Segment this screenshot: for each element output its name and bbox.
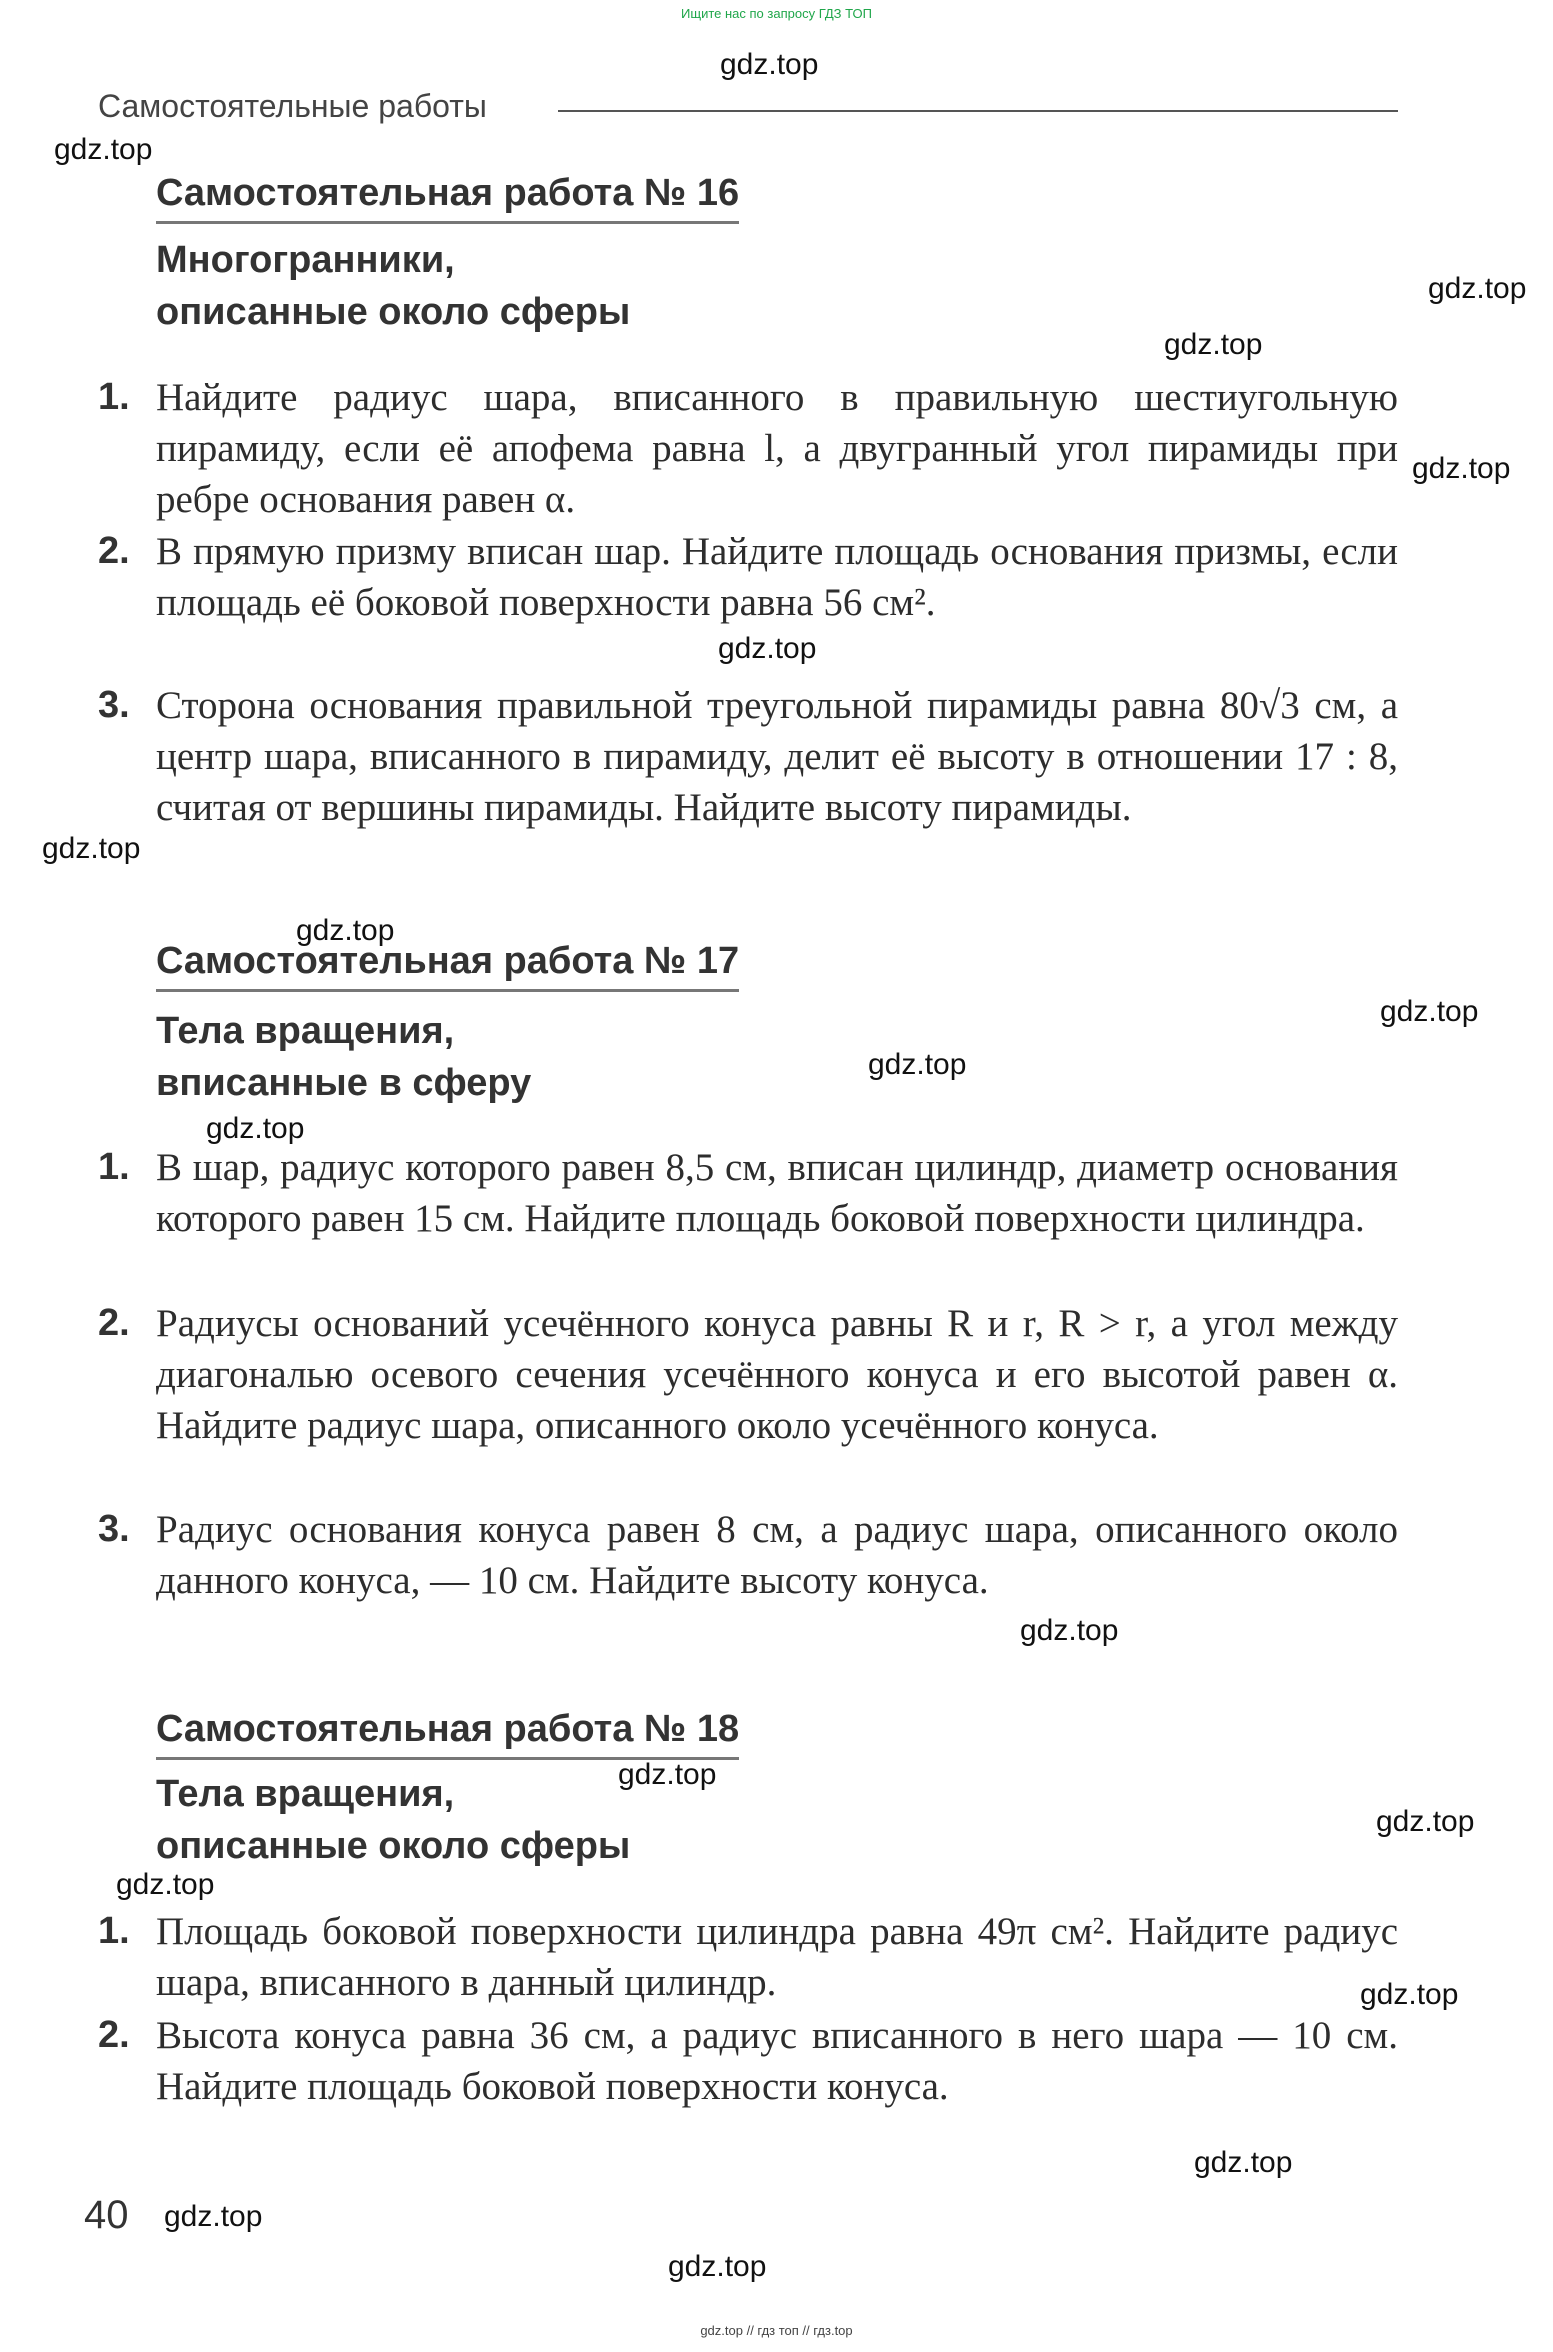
problem-number: 2.	[98, 530, 130, 572]
section-16-title: Самостоятельная работа № 16	[156, 172, 739, 224]
watermark: gdz.top	[1020, 1614, 1119, 1647]
section-16-subtitle-line-2: описанные около сферы	[156, 291, 631, 333]
problem-number: 1.	[98, 1910, 130, 1952]
problem-number: 3.	[98, 684, 130, 726]
running-head: Самостоятельные работы	[98, 88, 487, 124]
watermark: gdz.top	[164, 2200, 263, 2233]
watermark: gdz.top	[618, 1758, 717, 1791]
problem-number: 1.	[98, 376, 130, 418]
watermark: gdz.top	[116, 1868, 215, 1901]
watermark: gdz.top	[718, 632, 817, 665]
problem-text: В прямую призму вписан шар. Найдите площадь основания призмы, если площадь её боковой поверхности равна 56 см².	[156, 530, 1398, 624]
problem-number: 1.	[98, 1146, 130, 1188]
problem-text: Радиусы оснований усечённого конуса равны R и r, R > r, а угол между диагональю осевого сечения усечённого конуса и его высотой равен α. Найдите радиус шара, описанного около усечённого конуса.	[156, 1302, 1398, 1447]
bottom-banner: gdz.top // гдз топ // гдз.top	[700, 2323, 853, 2338]
problem-number: 2.	[98, 2014, 130, 2056]
section-18-subtitle-line-2: описанные около сферы	[156, 1825, 631, 1867]
section-17-subtitle-line-1: Тела вращения,	[156, 1010, 455, 1052]
watermark: gdz.top	[296, 914, 395, 947]
problem-number: 2.	[98, 1302, 130, 1344]
problem-text: Площадь боковой поверхности цилиндра равна 49π см². Найдите радиус шара, вписанного в данный цилиндр.	[156, 1910, 1398, 2004]
section-18-subtitle-line-1: Тела вращения,	[156, 1773, 455, 1815]
watermark: gdz.top	[206, 1112, 305, 1145]
problem-text: Радиус основания конуса равен 8 см, а радиус шара, описанного около данного конуса, — 10 см. Найдите высоту конуса.	[156, 1508, 1398, 1602]
problem-text: Найдите радиус шара, вписанного в правильную шестиугольную пирамиду, если её апофема равна l, а двугранный угол пирамиды при ребре основания равен α.	[156, 376, 1398, 521]
top-banner: Ищите нас по запросу ГДЗ ТОП	[681, 6, 872, 21]
problem-text: Сторона основания правильной треугольной пирамиды равна 80√3 см, а центр шара, вписанного в пирамиду, делит её высоту в отношении 17 : 8, считая от вершины пирамиды. Найдите высоту пирамиды.	[156, 684, 1398, 829]
section-18-title: Самостоятельная работа № 18	[156, 1708, 739, 1760]
problem-number: 3.	[98, 1508, 130, 1550]
section-18-subtitle	[156, 1768, 630, 1872]
section-18-problem-1	[98, 1906, 1398, 2008]
section-16-problem-3	[98, 680, 1398, 833]
watermark: gdz.top	[1360, 1978, 1459, 2011]
section-16-problem-1	[98, 372, 1398, 525]
watermark: gdz.top	[42, 832, 141, 865]
section-16-subtitle	[156, 234, 630, 338]
section-17-problem-2	[98, 1298, 1398, 1451]
watermark: gdz.top	[1380, 995, 1479, 1028]
watermark: gdz.top	[868, 1048, 967, 1081]
watermark: gdz.top	[1412, 452, 1511, 485]
watermark: gdz.top	[668, 2250, 767, 2283]
running-head-rule	[558, 110, 1398, 112]
watermark: gdz.top	[54, 133, 153, 166]
watermark: gdz.top	[720, 48, 819, 81]
section-17-subtitle	[156, 1005, 531, 1109]
section-17-problem-1	[98, 1142, 1398, 1244]
watermark: gdz.top	[1376, 1805, 1475, 1838]
problem-text: Высота конуса равна 36 см, а радиус вписанного в него шара — 10 см. Найдите площадь боковой поверхности конуса.	[156, 2014, 1398, 2108]
watermark: gdz.top	[1164, 328, 1263, 361]
section-16-problem-2	[98, 526, 1398, 628]
section-17-title: Самостоятельная работа № 17	[156, 940, 739, 992]
section-17-problem-3	[98, 1504, 1398, 1606]
watermark: gdz.top	[1428, 272, 1527, 305]
page-number: 40	[84, 2193, 129, 2237]
section-18-problem-2	[98, 2010, 1398, 2112]
watermark: gdz.top	[1194, 2146, 1293, 2179]
section-16-subtitle-line-1: Многогранники,	[156, 239, 455, 281]
problem-text: В шар, радиус которого равен 8,5 см, вписан цилиндр, диаметр основания которого равен 15 см. Найдите площадь боковой поверхности цилиндра.	[156, 1146, 1398, 1240]
section-17-subtitle-line-2: вписанные в сферу	[156, 1062, 532, 1104]
